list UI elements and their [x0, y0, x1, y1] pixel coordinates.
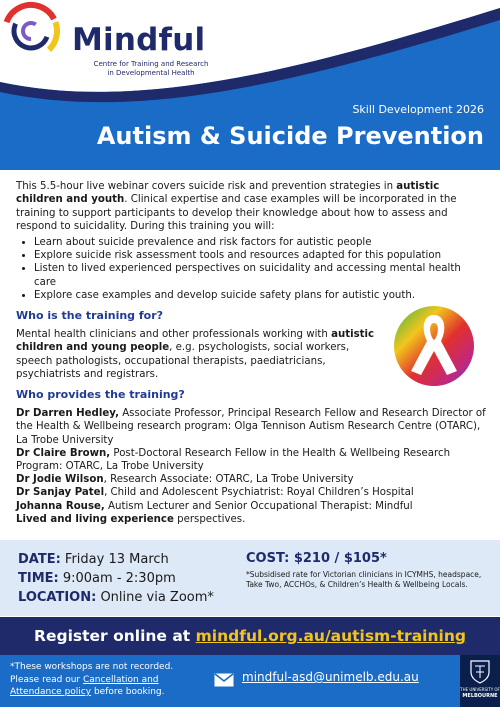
provider-name: Lived and living experience: [16, 513, 174, 525]
intro-text-1: This 5.5-hour live webinar covers suicide risk and prevention strategies in: [16, 181, 397, 192]
footer-note: [10, 661, 200, 699]
cost-value: $210 / $105*: [289, 551, 387, 566]
provider-name: Dr Sanjay Patel: [16, 487, 105, 499]
university-name-line2: MELBOURNE: [462, 693, 498, 699]
list-item: • Listen to lived experienced perspectives on suicidality and accessing mental health care: [34, 262, 486, 289]
mindful-logo: [0, 0, 62, 62]
footer-note-text-end: before booking.: [91, 687, 165, 697]
cancellation-policy-link[interactable]: Cancellation and Attendance policy: [10, 674, 159, 697]
provider-name: Dr Darren Hedley,: [16, 408, 119, 420]
providers-list: [16, 407, 486, 526]
providers-heading: Who provides the training?: [16, 387, 185, 401]
audience-text-1: Mental health clinicians and other professionals working with: [16, 329, 332, 341]
cost-row: [246, 551, 486, 566]
brand-subtitle: [76, 60, 226, 78]
time-row: [18, 569, 214, 588]
header: [0, 0, 500, 170]
event-series: Skill Development 2026: [352, 103, 484, 116]
list-item: [16, 473, 486, 486]
event-title: Autism & Suicide Prevention: [96, 122, 484, 150]
register-banner: [0, 617, 500, 655]
audience-paragraph: [16, 328, 378, 382]
register-link[interactable]: mindful.org.au/autism-training: [195, 627, 466, 645]
date-value: Friday 13 March: [60, 552, 169, 567]
list-item: [16, 513, 486, 526]
provider-name: Dr Claire Brown,: [16, 447, 111, 459]
footer: [0, 655, 500, 707]
contact-email-link[interactable]: mindful-asd@unimelb.edu.au: [242, 670, 419, 684]
list-item: • Learn about suicide prevalence and risk factors for autistic people: [34, 236, 486, 249]
provider-role: Autism Lecturer and Senior Occupational Therapist: Mindful: [104, 500, 413, 512]
footer-note-line1: *These workshops are not recorded.: [10, 662, 174, 672]
awareness-ribbon-icon: [393, 305, 475, 387]
provider-name: Dr Jodie Wilson: [16, 474, 104, 486]
list-item: • Explore suicide risk assessment tools and resources adapted for this population: [34, 249, 486, 262]
list-item: [16, 500, 486, 513]
mail-icon: [214, 673, 234, 687]
location-row: [18, 588, 214, 607]
list-item: [16, 447, 486, 473]
audience-text-2: , e.g. psychologists, social workers, speech pathologists, occupational therapists, paediatricians, psychiatrists and registrars.: [16, 342, 350, 381]
provider-role: , Child and Adolescent Psychiatrist: Royal Children’s Hospital: [104, 487, 414, 499]
intro-bold: autistic children and youth: [16, 181, 440, 206]
footer-note-line2: [10, 674, 200, 699]
date-label: DATE:: [18, 552, 61, 567]
university-logo: [460, 655, 500, 707]
university-name-line1: THE UNIVERSITY OF: [460, 687, 500, 692]
university-crest-icon: [470, 660, 490, 684]
cost-note: *Subsidised rate for Victorian clinicians in ICYMHS, headspace, Take Two, ACCHOs, & Children’s Health & Wellbeing Locals.: [246, 570, 482, 589]
provider-name: Johanna Rouse,: [16, 500, 105, 512]
event-details: [0, 540, 500, 616]
brand-name: Mindful: [72, 22, 206, 58]
event-details-right: [246, 551, 486, 590]
location-label: LOCATION:: [18, 590, 97, 605]
provider-role: , Research Associate: OTARC, La Trobe University: [103, 474, 354, 486]
brand-subtitle-line1: Centre for Training and Research: [93, 60, 209, 68]
outcomes-list: [34, 236, 486, 303]
list-item: [16, 407, 486, 447]
intro-text-2: . Clinical expertise and case examples will be incorporated in the training to support participants to develop their knowledge about how to assess and respond to suicidality. During this training you will:: [16, 194, 457, 233]
intro-paragraph: [16, 180, 486, 234]
time-label: TIME:: [18, 571, 59, 586]
date-row: [18, 550, 214, 569]
list-item: [16, 486, 486, 499]
cost-label: COST:: [246, 551, 290, 566]
register-text: Register online at: [34, 627, 196, 645]
provider-role: Post-Doctoral Research Fellow in the Health & Wellbeing Research Program: OTARC, La Trobe University: [16, 447, 451, 472]
event-details-left: [18, 550, 214, 607]
footer-note-text: Please read our: [10, 674, 83, 685]
list-item: • Explore case examples and develop suicide safety plans for autistic youth.: [34, 289, 486, 302]
provider-role: Associate Professor, Principal Research Fellow and Research Director of the Health & Wellbeing research program: Olga Tennison Autism Research Centre (OTARC), La Trobe University: [16, 408, 486, 446]
location-value: Online via Zoom*: [96, 590, 214, 605]
time-value: 9:00am - 2:30pm: [58, 571, 176, 586]
provider-role: perspectives.: [173, 513, 246, 525]
brand-subtitle-line2: in Developmental Health: [107, 69, 195, 77]
audience-heading: Who is the training for?: [16, 308, 164, 322]
audience-bold: autistic children and young people: [16, 329, 375, 354]
